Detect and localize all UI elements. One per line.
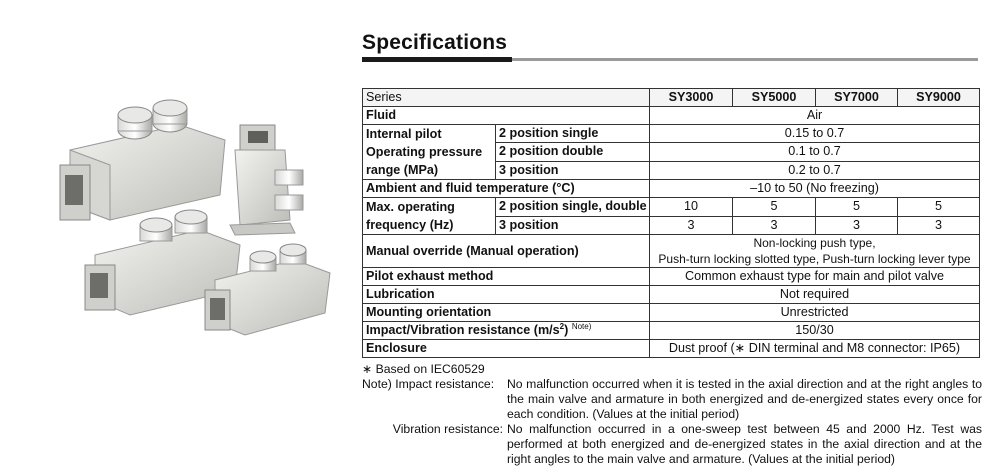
table-row bbox=[363, 89, 980, 107]
table-row bbox=[363, 340, 980, 358]
manual-override-line: Push-turn locking slotted type, Push-turn locking lever type bbox=[658, 252, 971, 266]
table-row bbox=[363, 198, 980, 217]
series-sy3000: SY3000 bbox=[650, 89, 733, 107]
freq-3pos-sy5000: 3 bbox=[733, 216, 816, 235]
manual-override-line: Non-locking push type, bbox=[753, 236, 876, 250]
vibration-note-text: No malfunction occurred in a one-sweep test between 45 and 2000 Hz. Test was performed at both energized and de-energized states in the axial direction and at the right angles to the main valve and armature. (Values at the initial period) bbox=[507, 422, 982, 466]
frequency-label-line: frequency (Hz) bbox=[366, 218, 454, 232]
impact-note-text: No malfunction occurred when it is tested in the axial direction and at the right angles to the main valve and armature in both energized and de-energized states every once for each condition. (Values at the initial period) bbox=[507, 377, 982, 421]
impact-value: 150/30 bbox=[650, 322, 980, 340]
series-sy5000: SY5000 bbox=[733, 89, 816, 107]
ambient-temp-label: Ambient and fluid temperature (°C) bbox=[363, 180, 650, 198]
impact-label bbox=[363, 322, 650, 340]
table-row bbox=[363, 107, 980, 125]
table-row bbox=[363, 322, 980, 340]
freq-3pos-sy9000: 3 bbox=[898, 216, 980, 235]
freq-2pos-sy5000: 5 bbox=[733, 198, 816, 217]
pressure-3pos-label: 3 position bbox=[496, 161, 650, 179]
pressure-3pos-value: 0.2 to 0.7 bbox=[650, 161, 980, 179]
specifications-table bbox=[362, 88, 980, 358]
pilot-exhaust-value: Common exhaust type for main and pilot valve bbox=[650, 268, 980, 286]
table-row bbox=[363, 268, 980, 286]
pilot-pressure-label bbox=[363, 125, 496, 180]
impact-note-label: Note) Impact resistance: bbox=[362, 377, 495, 391]
vibration-note-label: Vibration resistance: bbox=[392, 422, 503, 436]
ambient-temp-value: –10 to 50 (No freezing) bbox=[650, 180, 980, 198]
impact-note-ref: Note) bbox=[571, 321, 592, 331]
lubrication-label: Lubrication bbox=[363, 286, 650, 304]
title-rule-light bbox=[512, 58, 978, 61]
enclosure-value: Dust proof (∗ DIN terminal and M8 connector: IP65) bbox=[650, 340, 980, 358]
freq-2pos-sy9000: 5 bbox=[898, 198, 980, 217]
based-on-note: ∗ Based on IEC60529 bbox=[362, 362, 485, 376]
impact-label-end: ) bbox=[564, 323, 569, 337]
frequency-label-line: Max. operating bbox=[366, 200, 455, 214]
impact-note bbox=[362, 377, 982, 422]
series-label: Series bbox=[363, 89, 650, 107]
lubrication-value: Not required bbox=[650, 286, 980, 304]
impact-label-text: Impact/Vibration resistance (m/s bbox=[366, 323, 560, 337]
frequency-label bbox=[363, 198, 496, 235]
solenoid-valves-photo bbox=[40, 95, 340, 355]
fluid-value: Air bbox=[650, 107, 980, 125]
pilot-pressure-label-line: range (MPa) bbox=[366, 163, 439, 177]
pressure-2pos-double-value: 0.1 to 0.7 bbox=[650, 143, 980, 161]
freq-2pos-sy3000: 10 bbox=[650, 198, 733, 217]
series-sy9000: SY9000 bbox=[898, 89, 980, 107]
manual-override-value bbox=[650, 235, 980, 268]
pilot-exhaust-label: Pilot exhaust method bbox=[363, 268, 650, 286]
table-row bbox=[363, 125, 980, 143]
freq-2pos-sy7000: 5 bbox=[816, 198, 898, 217]
pressure-2pos-single-value: 0.15 to 0.7 bbox=[650, 125, 980, 143]
fluid-label: Fluid bbox=[363, 107, 650, 125]
pilot-pressure-label-line: Operating pressure bbox=[366, 145, 483, 159]
impact-label-sup: 2 bbox=[559, 321, 565, 331]
series-sy7000: SY7000 bbox=[816, 89, 898, 107]
pressure-2pos-double-label: 2 position double bbox=[496, 143, 650, 161]
vibration-note bbox=[362, 422, 982, 467]
mounting-label: Mounting orientation bbox=[363, 304, 650, 322]
pilot-pressure-label-line: Internal pilot bbox=[366, 127, 442, 141]
table-row bbox=[363, 235, 980, 268]
pressure-2pos-single-label: 2 position single bbox=[496, 125, 650, 143]
table-row bbox=[363, 180, 980, 198]
manual-override-label: Manual override (Manual operation) bbox=[363, 235, 650, 268]
freq-2pos-label: 2 position single, double bbox=[496, 198, 650, 217]
freq-3pos-sy3000: 3 bbox=[650, 216, 733, 235]
enclosure-label: Enclosure bbox=[363, 340, 650, 358]
table-row bbox=[363, 286, 980, 304]
valve-large bbox=[60, 100, 225, 220]
table-row bbox=[363, 304, 980, 322]
page-title: Specifications bbox=[362, 31, 508, 54]
valve-vertical bbox=[230, 125, 303, 235]
footnotes bbox=[362, 362, 982, 467]
mounting-value: Unrestricted bbox=[650, 304, 980, 322]
freq-3pos-sy7000: 3 bbox=[816, 216, 898, 235]
title-rule-dark bbox=[362, 57, 512, 62]
freq-3pos-label: 3 position bbox=[496, 216, 650, 235]
